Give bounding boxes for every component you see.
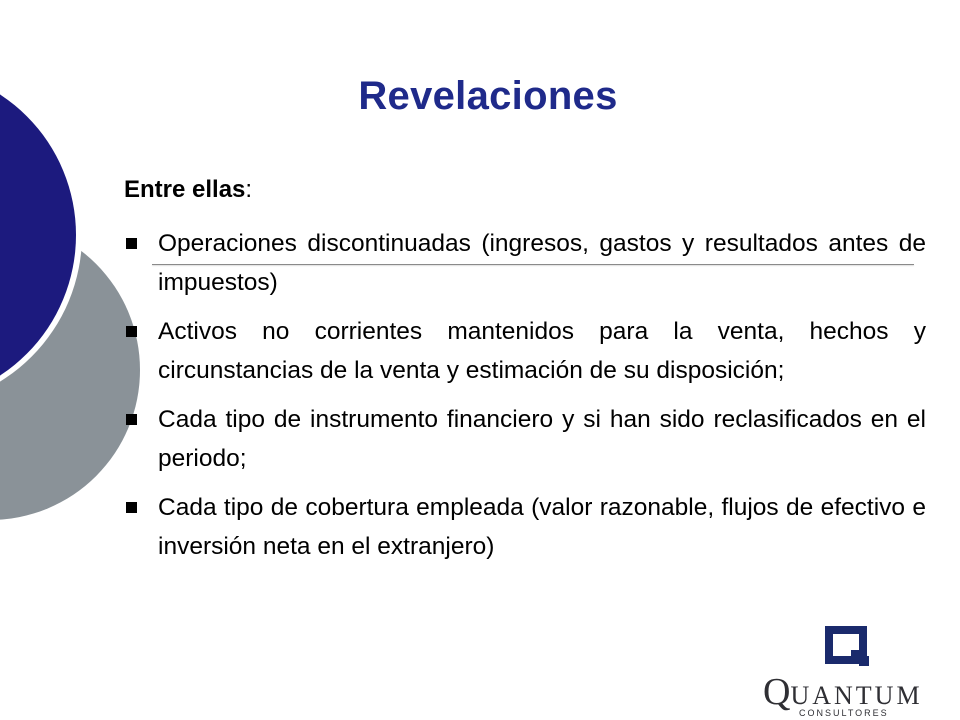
bullet-item (124, 488, 926, 566)
bullet-text: Operaciones discontinuadas (ingresos, gastos y resultados antes de impuestos) (158, 230, 926, 296)
bullet-item (124, 400, 926, 478)
bullet-item (124, 224, 926, 302)
slide-title: Revelaciones (358, 74, 618, 118)
intro-colon: : (245, 176, 253, 203)
logo-word-rest: UANTUM (790, 681, 923, 710)
separator-line (152, 264, 914, 265)
bullet-text: Cada tipo de cobertura empleada (valor razonable, flujos de efectivo e inversión neta en el extranjero) (158, 494, 926, 560)
square-bullet-icon (126, 414, 137, 425)
company-logo (755, 622, 941, 718)
intro-text (124, 176, 252, 204)
square-bullet-icon (126, 326, 137, 337)
bullet-text: Activos no corrientes mantenidos para la venta, hechos y circunstancias de la venta y estimación de su disposición; (158, 318, 926, 384)
square-bullet-icon (126, 238, 137, 249)
bullet-text: Cada tipo de instrumento financiero y si han sido reclasificados en el periodo; (158, 406, 926, 472)
logo-subtitle: CONSULTORES (799, 708, 889, 718)
logo-mark-icon (755, 622, 941, 670)
bullet-list (124, 224, 926, 576)
logo-initial: Q (763, 671, 791, 713)
intro-bold: Entre ellas (124, 176, 246, 203)
bullet-item (124, 312, 926, 390)
square-bullet-icon (126, 502, 137, 513)
